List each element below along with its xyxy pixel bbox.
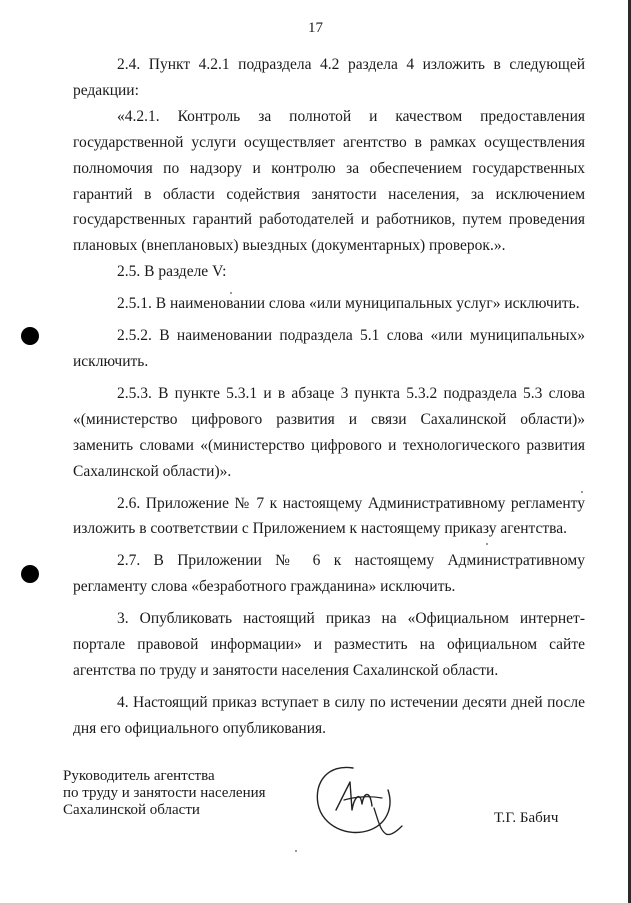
signatory-title-line: по труду и занятости населения xyxy=(63,785,266,801)
punch-hole-mark xyxy=(21,327,39,345)
paragraph-2-5-1: 2.5.1. В наименовании слова «или муниципальных услуг» исключить. xyxy=(117,295,580,313)
document-body xyxy=(73,52,585,742)
paragraph-2-6: 2.6. Приложение № 7 к настоящему Административному регламенту изложить в соответствии с Приложением к настоящему приказу агентства. xyxy=(73,494,585,538)
paragraph-4: 4. Настоящий приказ вступает в силу по истечении десяти дней после дня его официального опубликования. xyxy=(73,693,585,737)
paragraph-2-5: 2.5. В разделе V: xyxy=(117,263,227,281)
paragraph-4-2-1-text: «4.2.1. Контроль за полнотой и качеством предоставления государственной услуги осуществляет агентство в рамках осуществления полномочия по надзору и контролю за обеспечением государственных гарантий в области содействия занятости населения, за исключением государственных гарантий работодателей и работников, путем проведения плановых (внеплановых) выездных (документарных) проверок.». xyxy=(73,107,585,255)
signatory-title-line: Сахалинской области xyxy=(63,802,200,818)
scan-speck xyxy=(295,850,297,852)
paragraph-2-4: 2.4. Пункт 4.2.1 подраздела 4.2 раздела 4 изложить в следующей редакции: xyxy=(73,56,585,99)
signatory-title xyxy=(63,768,266,819)
signatory-name: Т.Г. Бабич xyxy=(494,810,559,826)
punch-hole-mark xyxy=(21,565,39,583)
paragraph-2-5-3: 2.5.3. В пункте 5.3.1 и в абзаце 3 пункта 5.3.2 подраздела 5.3 слова «(министерство цифрового развития и связи Сахалинской области)» заменить словами «(министерство цифрового и технологического развития Сахалинской области)». xyxy=(73,384,585,480)
paragraph-2-7: 2.7. В Приложении № 6 к настоящему Административному регламенту слова «безработного гражданина» исключить. xyxy=(73,552,585,596)
handwritten-signature xyxy=(308,760,418,840)
page-number: 17 xyxy=(308,20,323,36)
signatory-title-line: Руководитель агентства xyxy=(63,768,215,784)
paragraph-3: 3. Опубликовать настоящий приказ на «Официальном интернет-портале правовой информации» и разместить на официальном сайте агентства по труду и занятости населения Сахалинской области. xyxy=(73,610,585,679)
paragraph-2-5-2: 2.5.2. В наименовании подраздела 5.1 слова «или муниципальных» исключить. xyxy=(73,327,585,370)
